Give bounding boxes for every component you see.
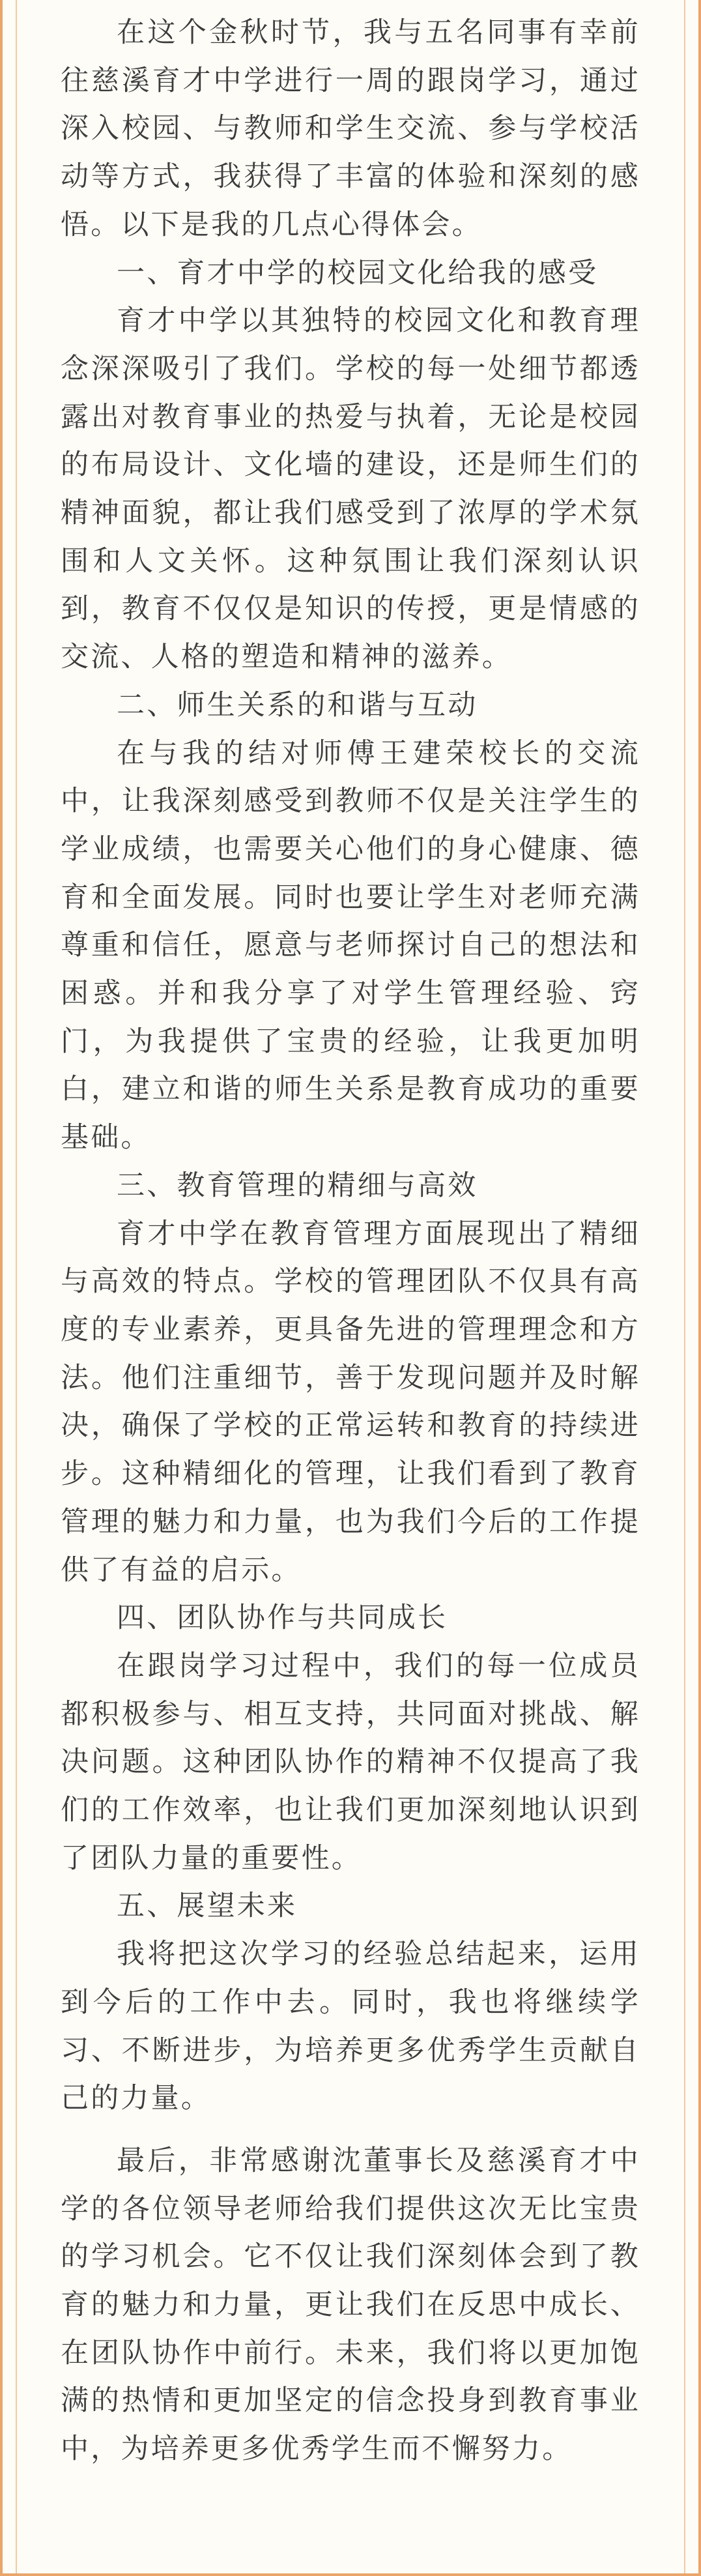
section-body-2: 在与我的结对师傅王建荣校长的交流中，让我深刻感受到教师不仅是关注学生的学业成绩，也需要关心他们的身心健康、德育和全面发展。同时也要让学生对老师充满尊重和信任，愿意与老师探讨自己的想法和困惑。并和我分享了对学生管理经验、窍门，为我提供了宝贵的经验，让我更加明白，建立和谐的师生关系是教育成功的重要基础。 <box>61 737 640 1154</box>
frame-inner-line-right <box>684 0 685 2573</box>
section-heading-1: 一、育才中学的校园文化给我的感受 <box>117 256 599 289</box>
section-heading-5: 五、展望未来 <box>117 1890 298 1923</box>
section-heading-2: 二、师生关系的和谐与互动 <box>117 688 478 722</box>
section-heading-4: 四、团队协作与共同成长 <box>117 1602 448 1635</box>
section-body-4: 在跟岗学习过程中，我们的每一位成员都积极参与、相互支持，共同面对挑战、解决问题。这种团队协作的精神不仅提高了我们的工作效率，也让我们更加深刻地认识到了团队力量的重要性。 <box>61 1649 640 1875</box>
section-body-1: 育才中学以其独特的校园文化和教育理念深深吸引了我们。学校的每一处细节都透露出对教育事业的热爱与执着，无论是校园的布局设计、文化墙的建设，还是师生们的精神面貌，都让我们感受到了浓厚的学术氛围和人文关怀。这种氛围让我们深刻认识到，教育不仅仅是知识的传授，更是情感的交流、人格的塑造和精神的滋养。 <box>61 304 640 674</box>
section-body-3: 育才中学在教育管理方面展现出了精细与高效的特点。学校的管理团队不仅具有高度的专业素养，更具备先进的管理理念和方法。他们注重细节，善于发现问题并及时解决，确保了学校的正常运转和教育的持续进步。这种精细化的管理，让我们看到了教育管理的魅力和力量，也为我们今后的工作提供了有益的启示。 <box>61 1217 640 1587</box>
section-body-5: 我将把这次学习的经验总结起来，运用到今后的工作中去。同时，我也将继续学习、不断进步，为培养更多优秀学生贡献自己的力量。 <box>61 1938 640 2115</box>
frame-inner-line-left <box>16 0 17 2573</box>
article-body <box>61 9 640 2474</box>
closing-paragraph: 最后，非常感谢沈董事长及慈溪育才中学的各位领导老师给我们提供这次无比宝贵的学习机会。它不仅让我们深刻体会到了教育的魅力和力量，更让我们在反思中成长、在团队协作中前行。未来，我们将以更加饱满的热情和更加坚定的信念投身到教育事业中，为培养更多优秀学生而不懈努力。 <box>61 2144 640 2466</box>
section-heading-3: 三、教育管理的精细与高效 <box>117 1169 478 1202</box>
intro-paragraph: 在这个金秋时节，我与五名同事有幸前往慈溪育才中学进行一周的跟岗学习，通过深入校园、与教师和学生交流、参与学校活动等方式，我获得了丰富的体验和深刻的感悟。以下是我的几点心得体会。 <box>61 16 640 241</box>
